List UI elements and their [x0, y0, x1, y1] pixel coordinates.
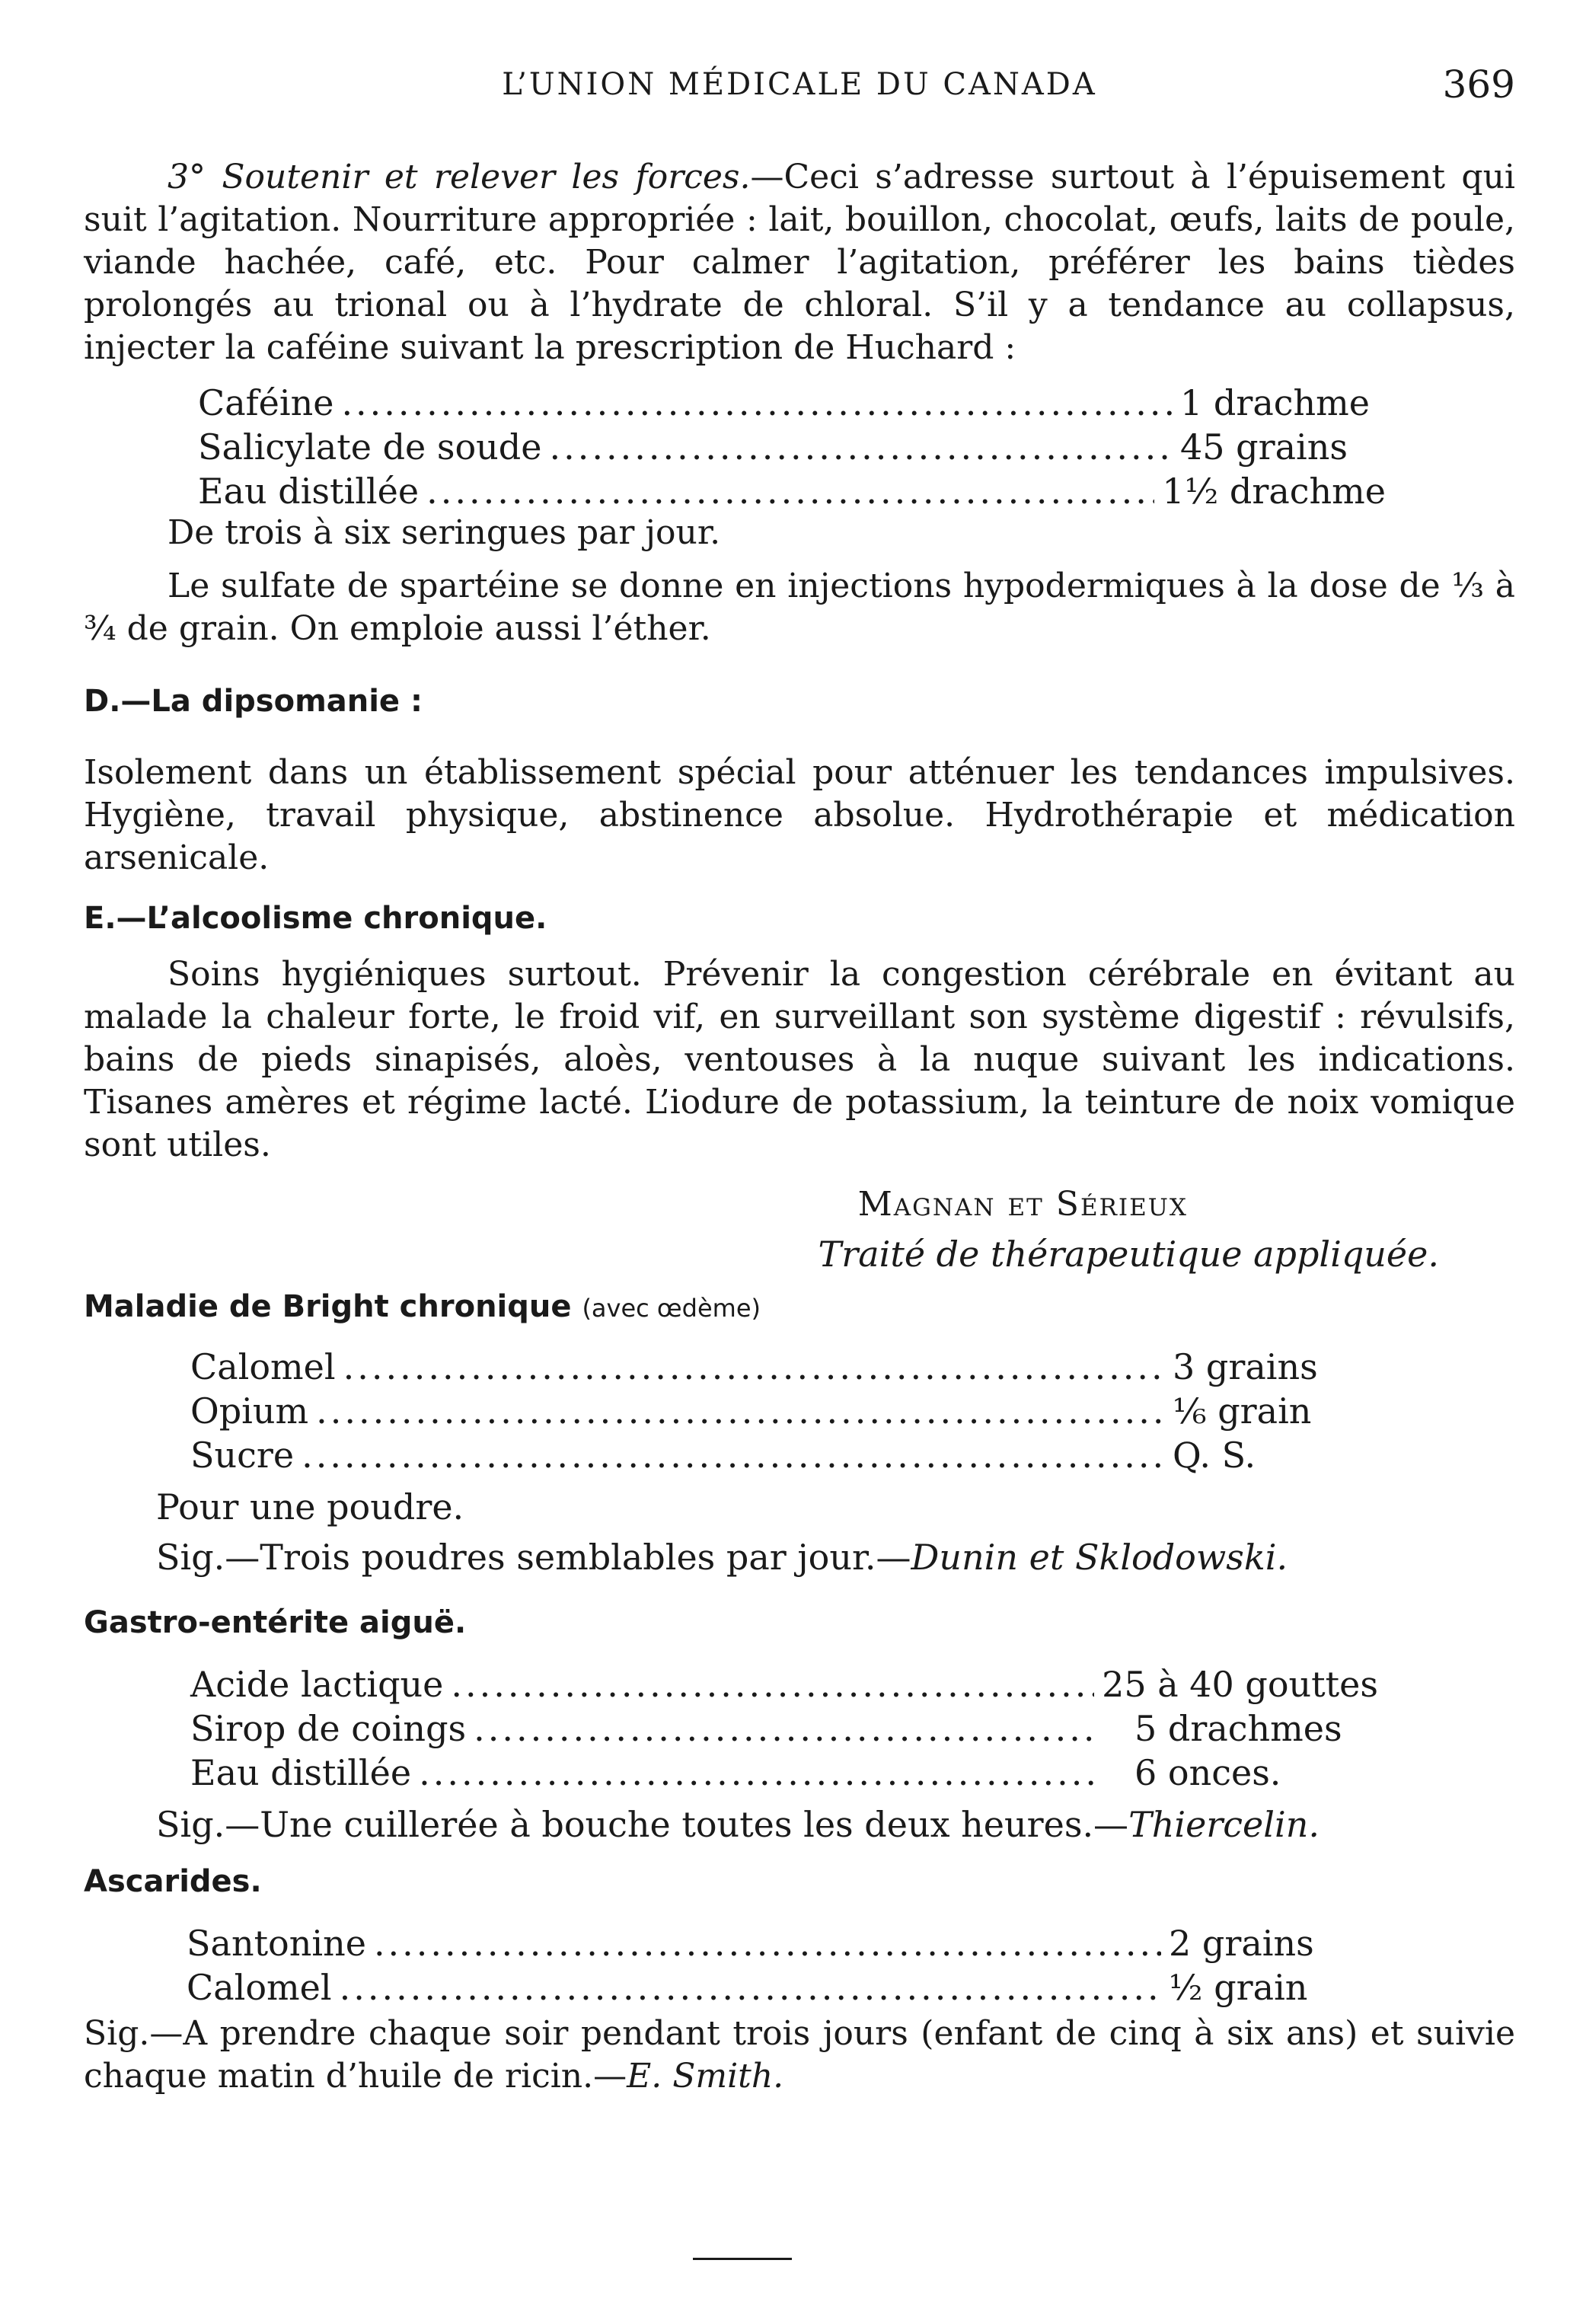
directions-text: De trois à six seringues par jour. — [168, 513, 721, 552]
paragraph-text: —Ceci s’adresse surtout à l’épuisement qui suit l’agitation. Nourriture appropriée : lait, bouillon, chocolat, œufs, laits de poule, viande hachée, café, etc. Pour calmer l’agitation, préférer les bains tièdes prolongés au trional ou à l’hydrate de chloral. S’il y a tendance au collapsus, injecter la caféine suivant la prescription de Huchard : — [84, 158, 1515, 367]
ingredient-name: Calomel — [187, 1967, 332, 2008]
heading-note: (avec œdème) — [582, 1294, 761, 1323]
leader-dots — [340, 1965, 1161, 2010]
signa-author: Dunin et Sklodowski. — [911, 1537, 1288, 1578]
prescription-line — [190, 1751, 1378, 1795]
ingredient-dose: 6 onces. — [1134, 1752, 1281, 1793]
signa-text: Sig.—A prendre chaque soir pendant trois jours (enfant de cinq à six ans) et suivie chaque matin d’huile de ricin.— — [84, 2014, 1515, 2096]
subsection-heading: 3° Soutenir et relever les forces. — [168, 158, 751, 196]
section-ascarides — [84, 1862, 1515, 2098]
signa-line — [84, 2013, 1515, 2098]
signa-author: Thiercelin. — [1128, 1804, 1320, 1845]
ingredient-dose: 1 drachme — [1180, 382, 1370, 423]
page-number: 369 — [1442, 62, 1515, 107]
prescription-line — [190, 1389, 1378, 1433]
section-heading: Gastro-entérite aiguë. — [84, 1605, 467, 1640]
paragraph-text: Soins hygiéniques surtout. Prévenir la congestion cérébrale en évitant au malade la chaleur forte, le froid vif, en surveillant son système digestif : révulsifs, bains de pieds sinapisés, aloès, ventouses à la nuque suivant les indications. Tisanes amères et régime lacté. L’iodure de potassium, la teinture de noix vomique sont utiles. — [84, 955, 1515, 1164]
leader-dots — [474, 1706, 1096, 1751]
leader-dots — [426, 469, 1154, 513]
section-heading: E.—L’alcoolisme chronique. — [84, 901, 547, 936]
prescription-cafeine — [84, 381, 1515, 513]
prescription-line — [198, 425, 1386, 469]
paragraph-soutenir — [84, 156, 1515, 369]
ingredient-name: Salicylate de soude — [198, 426, 542, 468]
ingredient-name: Caféine — [198, 382, 334, 423]
signa-line — [156, 1802, 1515, 1847]
signa-author: E. Smith. — [627, 2057, 784, 2096]
section-heading: D.—La dipsomanie : — [84, 684, 423, 719]
running-title: L’UNION MÉDICALE DU CANADA — [502, 67, 1097, 102]
prescription-block — [198, 381, 1386, 513]
ingredient-dose: ½ grain — [1169, 1967, 1308, 2008]
ingredient-dose: Q. S. — [1173, 1435, 1256, 1476]
section-dipsomanie — [84, 682, 1515, 879]
section-bright — [84, 1287, 1515, 1579]
ingredient-dose: 3 grains — [1173, 1346, 1318, 1387]
leader-dots — [343, 1345, 1165, 1389]
prescription-block — [187, 1921, 1374, 2010]
page-header — [84, 62, 1515, 120]
ingredient-name: Calomel — [190, 1346, 336, 1387]
ingredient-name: Santonine — [187, 1923, 366, 1964]
leader-dots — [316, 1389, 1165, 1433]
ingredient-name: Eau distillée — [198, 471, 420, 512]
directions-block — [84, 512, 1515, 554]
section-gastro — [84, 1603, 1515, 1847]
prescription-line — [187, 1965, 1374, 2010]
prescription-line — [190, 1662, 1378, 1706]
ingredient-name: Acide lactique — [190, 1664, 444, 1705]
source-title: Traité de thérapeutique appliquée. — [818, 1234, 1439, 1275]
prescription-block — [190, 1345, 1378, 1477]
ingredient-dose: 1½ drachme — [1162, 471, 1386, 512]
ingredient-dose: 45 grains — [1180, 426, 1348, 468]
prescription-line — [190, 1706, 1378, 1751]
note-block — [84, 565, 1515, 650]
end-rule — [693, 2258, 792, 2260]
heading-text: Maladie de Bright chronique — [84, 1289, 572, 1324]
ingredient-dose: ⅙ grain — [1173, 1390, 1312, 1432]
paragraph-text: Isolement dans un établissement spécial pour atténuer les tendances impulsives. Hygiène, travail physique, abstinence absolue. Hydrothérapie et médication arsenicale. — [84, 753, 1515, 877]
ingredient-name: Eau distillée — [190, 1752, 412, 1793]
leader-dots — [451, 1662, 1094, 1706]
ingredient-name: Opium — [190, 1390, 309, 1432]
author-credit: Magnan et Sérieux — [857, 1185, 1188, 1224]
signa-text: Sig.—Une cuillerée à bouche toutes les deux heures.— — [156, 1804, 1129, 1845]
note-text: Le sulfate de spartéine se donne en injections hypodermiques à la dose de ⅓ à ¾ de grain. On emploie aussi l’éther. — [84, 567, 1515, 648]
leader-dots — [419, 1751, 1096, 1795]
prescription-line — [187, 1921, 1374, 1965]
prescription-block — [190, 1662, 1378, 1795]
ingredient-name: Sirop de coings — [190, 1708, 467, 1749]
ingredient-name: Sucre — [190, 1435, 295, 1476]
section-alcoolisme — [84, 899, 1515, 1276]
leader-dots — [374, 1921, 1161, 1965]
prescription-line — [190, 1345, 1378, 1389]
leader-dots — [341, 381, 1173, 425]
leader-dots — [549, 425, 1173, 469]
prescription-line — [190, 1433, 1378, 1477]
ingredient-dose: 5 drachmes — [1134, 1708, 1342, 1749]
ingredient-dose: 25 à 40 gouttes — [1102, 1664, 1378, 1705]
ingredient-dose: 2 grains — [1169, 1923, 1314, 1964]
leader-dots — [302, 1433, 1165, 1477]
prescription-line — [198, 381, 1386, 425]
directions-text: Pour une poudre. — [156, 1486, 464, 1528]
signa-text: Sig.—Trois poudres semblables par jour.— — [156, 1537, 911, 1578]
prescription-line — [198, 469, 1386, 513]
signa-line — [156, 1535, 1515, 1579]
section-soutenir-forces — [84, 156, 1515, 369]
section-heading — [84, 1287, 1515, 1328]
section-heading: Ascarides. — [84, 1864, 262, 1899]
